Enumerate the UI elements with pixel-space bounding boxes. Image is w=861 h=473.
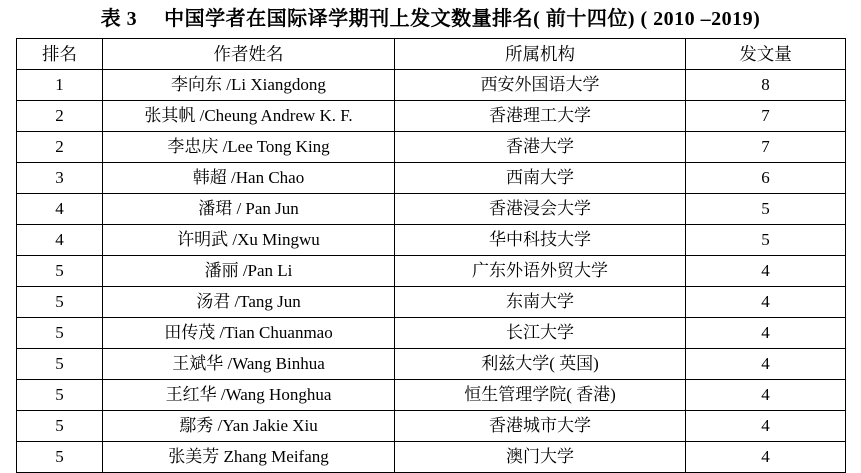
cell-author: 张美芳 Zhang Meifang — [103, 442, 395, 473]
cell-institution: 香港理工大学 — [395, 101, 686, 132]
cell-rank: 5 — [17, 287, 103, 318]
table-row — [17, 349, 846, 380]
cell-rank: 5 — [17, 318, 103, 349]
table-row — [17, 163, 846, 194]
cell-author: 汤君 /Tang Jun — [103, 287, 395, 318]
cell-rank: 5 — [17, 349, 103, 380]
cell-count: 7 — [686, 101, 846, 132]
cell-rank: 1 — [17, 70, 103, 101]
cell-institution: 长江大学 — [395, 318, 686, 349]
cell-rank: 3 — [17, 163, 103, 194]
cell-author: 李忠庆 /Lee Tong King — [103, 132, 395, 163]
caption-label: 表 3 — [100, 8, 138, 30]
column-header-rank: 排名 — [17, 39, 103, 70]
cell-author: 潘珺 / Pan Jun — [103, 194, 395, 225]
table-row — [17, 318, 846, 349]
cell-count: 5 — [686, 194, 846, 225]
cell-rank: 5 — [17, 442, 103, 473]
cell-rank: 2 — [17, 101, 103, 132]
cell-author: 鄢秀 /Yan Jakie Xiu — [103, 411, 395, 442]
cell-author: 韩超 /Han Chao — [103, 163, 395, 194]
cell-count: 8 — [686, 70, 846, 101]
cell-author: 许明武 /Xu Mingwu — [103, 225, 395, 256]
cell-count: 4 — [686, 380, 846, 411]
cell-rank: 5 — [17, 380, 103, 411]
cell-author: 张其帆 /Cheung Andrew K. F. — [103, 101, 395, 132]
cell-institution: 西南大学 — [395, 163, 686, 194]
column-header-author: 作者姓名 — [103, 39, 395, 70]
cell-institution: 广东外语外贸大学 — [395, 256, 686, 287]
cell-count: 4 — [686, 349, 846, 380]
caption-title: 中国学者在国际译学期刊上发文数量排名( 前十四位) ( 2010 –2019) — [164, 8, 761, 30]
cell-rank: 5 — [17, 411, 103, 442]
table-row — [17, 380, 846, 411]
cell-count: 5 — [686, 225, 846, 256]
table-caption — [16, 4, 845, 38]
column-header-count: 发文量 — [686, 39, 846, 70]
table-row — [17, 411, 846, 442]
cell-institution: 恒生管理学院( 香港) — [395, 380, 686, 411]
table-row — [17, 132, 846, 163]
cell-count: 4 — [686, 256, 846, 287]
cell-institution: 香港城市大学 — [395, 411, 686, 442]
cell-rank: 2 — [17, 132, 103, 163]
table-row — [17, 256, 846, 287]
cell-count: 4 — [686, 287, 846, 318]
cell-author: 王红华 /Wang Honghua — [103, 380, 395, 411]
table-row — [17, 287, 846, 318]
table-row — [17, 194, 846, 225]
cell-count: 4 — [686, 318, 846, 349]
cell-count: 6 — [686, 163, 846, 194]
cell-institution: 东南大学 — [395, 287, 686, 318]
cell-count: 4 — [686, 411, 846, 442]
cell-author: 田传茂 /Tian Chuanmao — [103, 318, 395, 349]
cell-author: 李向东 /Li Xiangdong — [103, 70, 395, 101]
table-row — [17, 442, 846, 473]
column-header-institution: 所属机构 — [395, 39, 686, 70]
cell-institution: 香港大学 — [395, 132, 686, 163]
cell-count: 4 — [686, 442, 846, 473]
table-row — [17, 101, 846, 132]
cell-rank: 5 — [17, 256, 103, 287]
cell-rank: 4 — [17, 225, 103, 256]
cell-rank: 4 — [17, 194, 103, 225]
cell-institution: 香港浸会大学 — [395, 194, 686, 225]
table-body — [17, 70, 846, 473]
table-header-row — [17, 39, 846, 70]
cell-institution: 澳门大学 — [395, 442, 686, 473]
cell-count: 7 — [686, 132, 846, 163]
cell-institution: 西安外国语大学 — [395, 70, 686, 101]
table-row — [17, 225, 846, 256]
cell-author: 王斌华 /Wang Binhua — [103, 349, 395, 380]
cell-institution: 利兹大学( 英国) — [395, 349, 686, 380]
ranking-table — [16, 38, 846, 473]
table-row — [17, 70, 846, 101]
cell-author: 潘丽 /Pan Li — [103, 256, 395, 287]
cell-institution: 华中科技大学 — [395, 225, 686, 256]
